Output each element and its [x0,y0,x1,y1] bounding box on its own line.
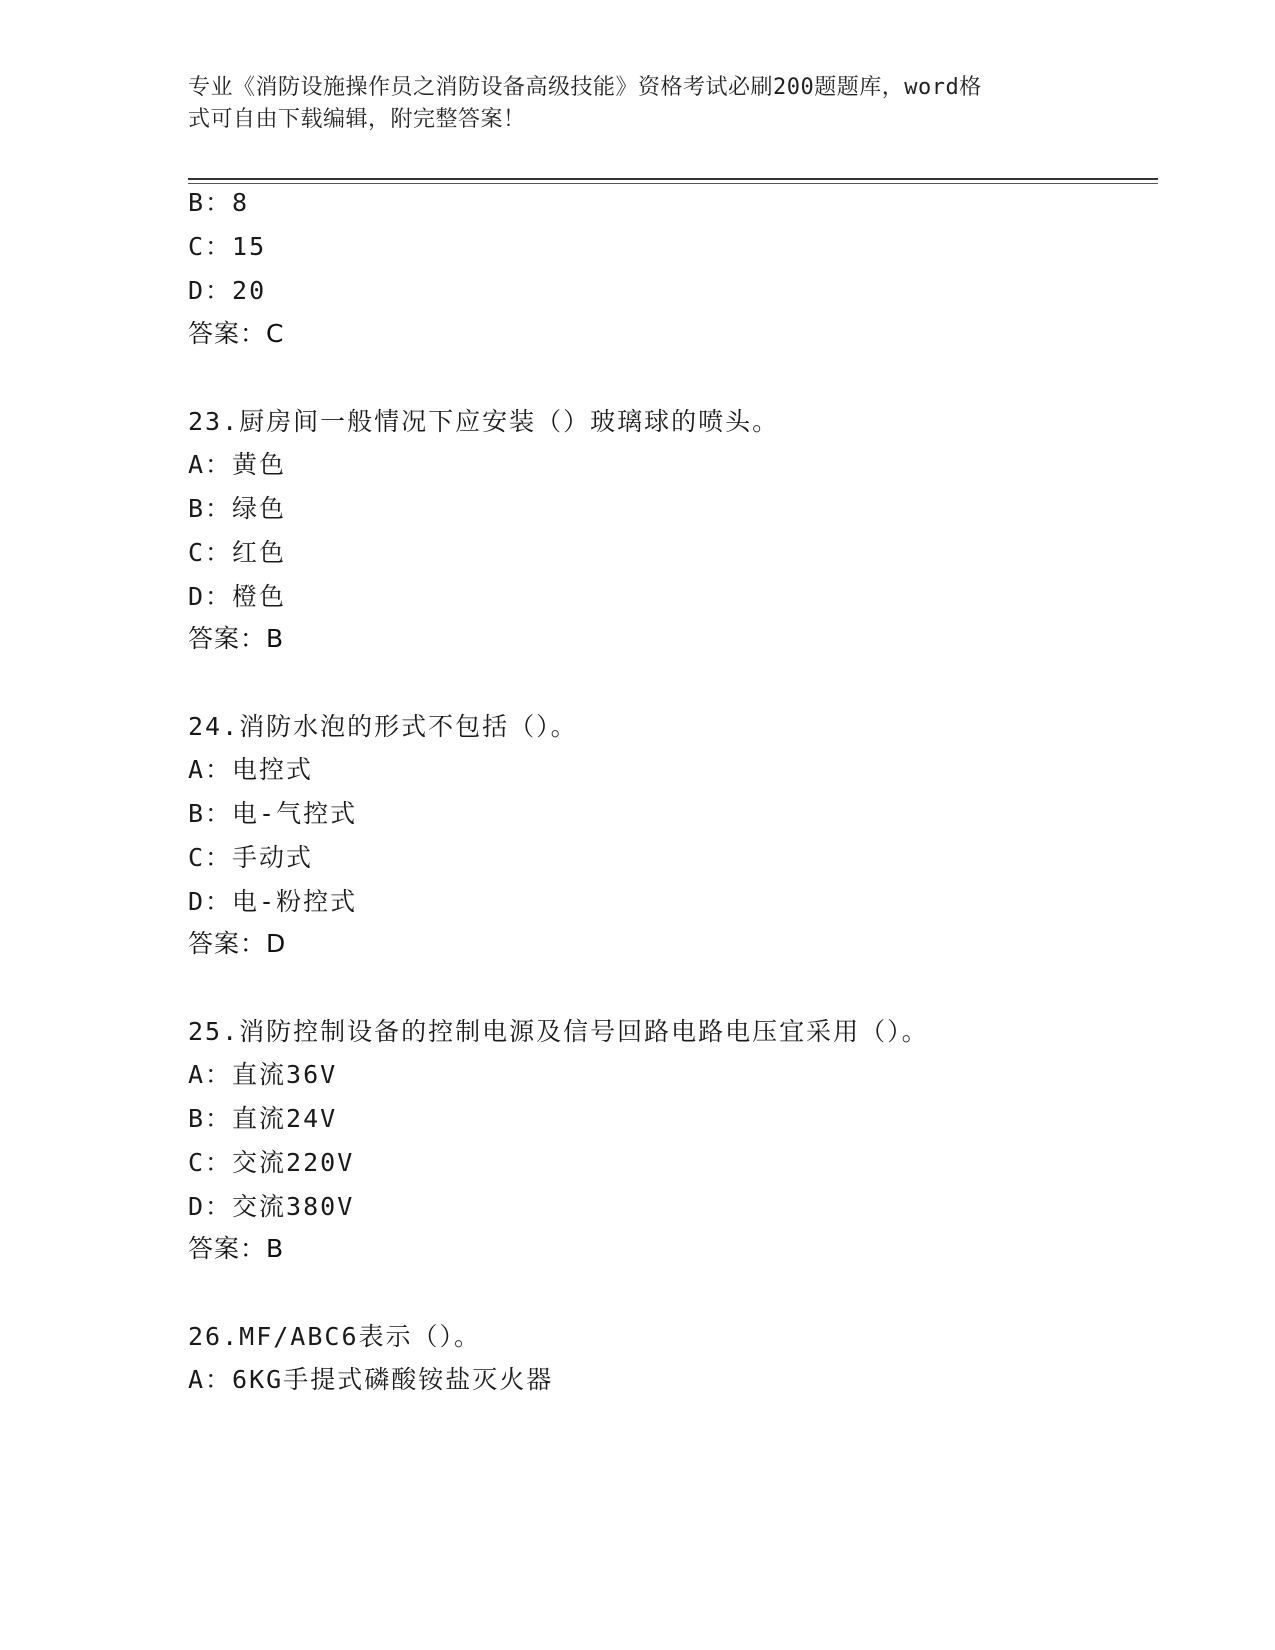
q23-option-b: B：绿色 [188,494,287,523]
q26-option-a: A：6KG手提式磷酸铵盐灭火器 [188,1365,554,1394]
q25-option-b: B：直流24V [188,1104,338,1133]
option-c: C：15 [188,232,267,261]
question-24: 24.消防水泡的形式不包括（）。 [188,712,578,741]
q25-option-a: A：直流36V [188,1060,338,1089]
q25-option-d: D：交流380V [188,1192,355,1221]
q24-option-d: D：电-粉控式 [188,887,358,916]
header-divider-thin [188,183,1158,184]
q24-option-a: A：电控式 [188,755,314,784]
header-line-2: 式可自由下载编辑，附完整答案！ [188,107,526,132]
q25-option-c: C：交流220V [188,1148,355,1177]
question-25: 25.消防控制设备的控制电源及信号回路电路电压宜采用（）。 [188,1017,929,1046]
question-23: 23.厨房间一般情况下应安装（）玻璃球的喷头。 [188,407,780,436]
q24-answer: 答案：D [188,929,287,958]
header-divider-thick [188,178,1158,180]
question-26: 26.MF/ABC6表示（）。 [188,1322,482,1351]
q24-option-b: B：电-气控式 [188,799,358,828]
q23-option-a: A：黄色 [188,450,287,479]
option-d: D：20 [188,276,267,305]
option-b: B：8 [188,188,250,217]
answer-line: 答案：C [188,319,285,348]
header-line-1: 专业《消防设施操作员之消防设备高级技能》资格考试必刷200题题库，word格 [188,75,982,100]
q25-answer: 答案：B [188,1234,285,1263]
q23-option-c: C：红色 [188,538,287,567]
q24-option-c: C：手动式 [188,843,314,872]
q23-option-d: D：橙色 [188,582,287,611]
document-header [188,72,1068,136]
q23-answer: 答案：B [188,624,285,653]
